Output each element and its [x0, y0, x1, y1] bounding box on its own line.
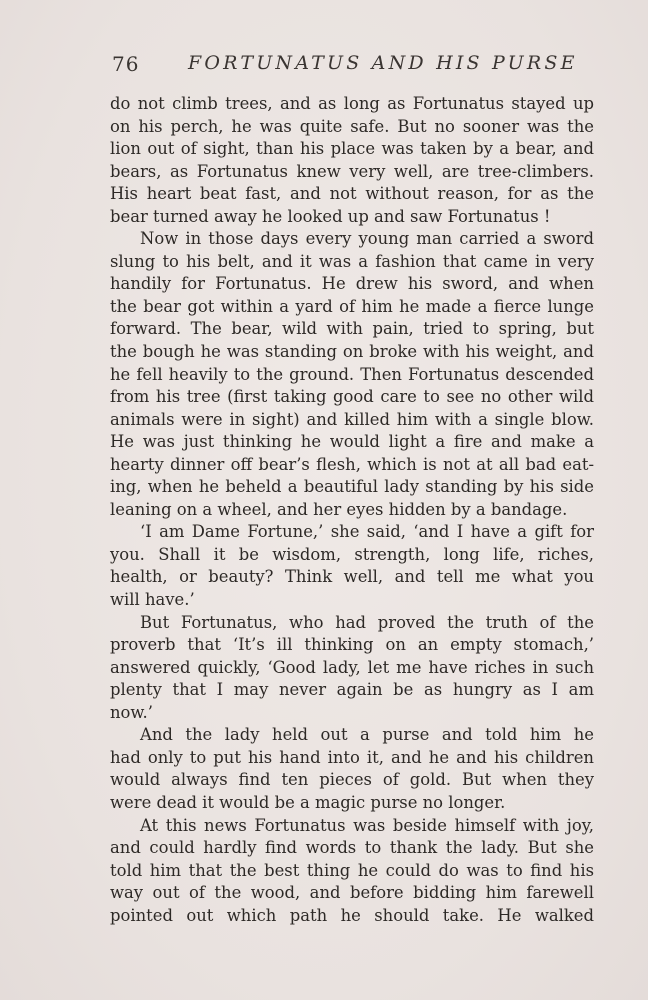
body-text — [110, 93, 594, 927]
text-line: lion out of sight, than his place was taken by a bear, and — [110, 139, 594, 159]
text-line: animals were in sight) and killed him with a single blow. — [110, 409, 594, 429]
text-line: will have.’ — [110, 590, 195, 610]
text-line: ing, when he beheld a beautiful lady standing by his side — [110, 477, 594, 497]
running-head: FORTUNATUS AND HIS PURSE — [188, 52, 578, 74]
text-line: His heart beat fast, and not without reason, for as the — [110, 184, 594, 204]
text-line: leaning on a wheel, and her eyes hidden by a bandage. — [110, 499, 568, 519]
text-line: hearty dinner off bear’s flesh, which is not at all bad eat- — [110, 454, 594, 474]
text-line: He was just thinking he would light a fire and make a — [110, 432, 594, 452]
text-line: you. Shall it be wisdom, strength, long life, riches, — [110, 544, 594, 564]
text-line: plenty that I may never again be as hungry as I am — [110, 680, 594, 700]
text-line: slung to his belt, and it was a fashion that came in very — [110, 251, 594, 271]
text-line: proverb that ‘It’s ill thinking on an empty stomach,’ — [110, 635, 594, 655]
text-line: bears, as Fortunatus knew very well, are tree-climbers. — [110, 161, 594, 181]
text-line: do not climb trees, and as long as Fortunatus stayed up — [110, 94, 594, 113]
text-line: told him that the best thing he could do was to find his — [110, 860, 594, 880]
text-line: forward. The bear, wild with pain, tried to spring, but — [110, 319, 594, 339]
text-line: But Fortunatus, who had proved the truth of the — [140, 612, 594, 632]
text-line: handily for Fortunatus. He drew his sword, and when — [110, 274, 594, 294]
text-line: from his tree (first taking good care to see no other wild — [110, 387, 594, 407]
text-line: and could hardly find words to thank the lady. But she — [110, 838, 594, 858]
text-line: And the lady held out a purse and told him he — [140, 725, 594, 745]
text-line: had only to put his hand into it, and he and his children — [110, 747, 594, 767]
text-line: the bough he was standing on broke with his weight, and — [110, 342, 594, 362]
text-line: ‘I am Dame Fortune,’ she said, ‘and I have a gift for — [140, 522, 594, 542]
text-line: on his perch, he was quite safe. But no sooner was the — [110, 116, 594, 136]
text-line: Now in those days every young man carried a sword — [140, 229, 594, 249]
text-line: now.’ — [110, 702, 153, 722]
text-line: pointed out which path he should take. He walked — [110, 905, 594, 925]
text-line: At this news Fortunatus was beside himself with joy, — [140, 815, 594, 835]
text-line: bear turned away he looked up and saw Fortunatus ! — [110, 206, 551, 226]
text-line: would always find ten pieces of gold. But when they — [110, 770, 594, 790]
text-line: health, or beauty? Think well, and tell me what you — [110, 567, 594, 587]
text-line: way out of the wood, and before bidding him farewell — [110, 883, 594, 903]
page-header — [112, 52, 592, 82]
text-line: answered quickly, ‘Good lady, let me have riches in such — [110, 657, 594, 677]
page-number: 76 — [112, 52, 140, 76]
text-line: he fell heavily to the ground. Then Fortunatus descended — [110, 364, 594, 384]
text-line: were dead it would be a magic purse no longer. — [110, 792, 506, 812]
text-line: the bear got within a yard of him he made a fierce lunge — [110, 296, 594, 316]
